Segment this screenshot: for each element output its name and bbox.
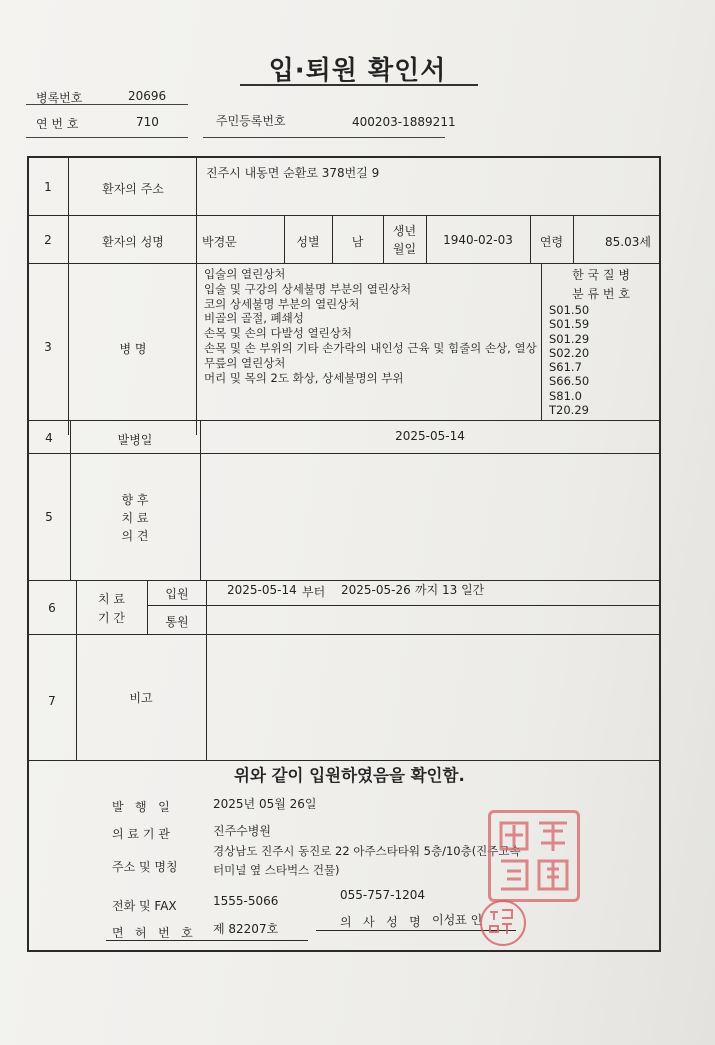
diagnosis-item: 입술의 열린상처	[204, 267, 286, 281]
doctor-name-value: 이성표 인	[432, 913, 483, 927]
row-number-2: 2	[44, 233, 52, 247]
row-number-1: 1	[44, 180, 52, 194]
license-number-value: 제 82207호	[213, 922, 279, 936]
kcd-code: S02.20	[549, 345, 590, 360]
future-treatment-label-2: 치 료	[121, 511, 149, 525]
diagnosis-item: 비골의 골절, 폐쇄성	[204, 311, 304, 326]
serial-number-label: 연 번 호	[36, 117, 79, 131]
document-title: 입·퇴원 확인서	[268, 56, 447, 86]
onset-date-label: 발병일	[117, 433, 153, 447]
rrn-label: 주민등록번호	[216, 114, 286, 128]
title-underline	[240, 84, 478, 86]
fax-number: 055-757-1204	[340, 888, 426, 902]
age-label: 연령	[539, 235, 564, 249]
remarks-label: 비고	[129, 691, 153, 705]
address-label: 환자의 주소	[102, 182, 164, 196]
diagnosis-item: 코의 상세불명 부분의 열린상처	[204, 296, 360, 311]
dob-label-bottom: 월일	[392, 242, 417, 256]
diagnosis-item: 무릎의 열린상처	[204, 355, 286, 370]
inpatient-from-date: 2025-05-14	[227, 583, 297, 597]
row-number-7: 7	[48, 694, 56, 708]
future-treatment-label-3: 의 견	[121, 529, 149, 543]
row-number-5: 5	[45, 510, 53, 524]
institution-address-line-2: 터미널 옆 스타벅스 건물)	[213, 863, 340, 877]
address-name-label: 주소 및 명칭	[112, 860, 178, 874]
rrn-underline	[203, 137, 445, 138]
treatment-period-label-2: 기 간	[98, 611, 125, 625]
inpatient-to-date: 2025-05-26	[341, 583, 411, 597]
institution-address-line-1: 경상남도 진주시 동진로 22 아주스타타워 5층/10층(진주고속	[213, 844, 521, 858]
kcd-code: S61.7	[549, 360, 582, 375]
hospital-seal-stamp	[488, 810, 580, 902]
patient-name-label: 환자의 성명	[102, 235, 164, 249]
patient-name-value: 박경문	[202, 235, 237, 249]
issue-date-value: 2025년 05월 26일	[213, 797, 317, 811]
inpatient-from-word: 부터	[302, 585, 326, 599]
diagnosis-item: 머리 및 목의 2도 화상, 상세불명의 부위	[204, 370, 404, 385]
license-number-label: 면 허 번 호	[112, 926, 193, 940]
kcd-code: S66.50	[549, 374, 590, 389]
phone-number: 1555-5066	[213, 894, 279, 908]
kcd-code: T20.29	[549, 403, 589, 418]
diagnosis-list	[204, 267, 540, 385]
serial-number-value: 710	[136, 115, 159, 129]
record-number-underline	[26, 104, 188, 105]
kcd-code-list	[549, 303, 589, 417]
sex-label: 성별	[296, 235, 320, 249]
outpatient-label: 통원	[165, 615, 189, 629]
kcd-code: S01.50	[549, 303, 590, 317]
future-treatment-label-1: 향 후	[121, 493, 149, 507]
row-number-3: 3	[44, 340, 52, 354]
address-value: 진주시 내동면 순환로 378번길 9	[206, 166, 380, 180]
diagnosis-item: 손목 및 손 부위의 기타 손가락의 내인성 근육 및 힘줄의 손상, 열상	[204, 340, 537, 355]
doctor-name-label: 의 사 성 명	[340, 915, 421, 929]
kcd-code: S01.59	[549, 317, 590, 332]
inpatient-label: 입원	[165, 587, 189, 601]
kcd-header-top: 한 국 질 병	[572, 268, 630, 282]
sex-value: 남	[351, 235, 364, 249]
diagnosis-label: 병 명	[119, 342, 147, 356]
dob-value: 1940-02-03	[443, 233, 513, 247]
phone-fax-label: 전화 및 FAX	[112, 899, 177, 913]
issue-date-label: 발 행 일	[112, 800, 170, 814]
institution-name: 진주수병원	[213, 824, 271, 838]
doctor-seal-stamp	[480, 900, 526, 946]
kcd-code: S01.29	[549, 331, 590, 346]
record-number-value: 20696	[128, 89, 167, 103]
rrn-value: 400203-1889211	[352, 115, 456, 129]
kcd-code: S81.0	[549, 388, 582, 403]
treatment-period-label-1: 치 료	[98, 592, 125, 606]
onset-date-value: 2025-05-14	[395, 429, 465, 443]
institution-label: 의 료 기 관	[112, 827, 170, 841]
kcd-header-bottom: 분 류 번 호	[572, 287, 630, 301]
diagnosis-item: 손목 및 손의 다발성 열린상처	[204, 326, 352, 341]
inpatient-to-word: 까지 13 일간	[415, 583, 485, 597]
dob-label-top: 생년	[392, 224, 417, 238]
record-number-label: 병록번호	[36, 91, 83, 105]
row-number-4: 4	[45, 431, 53, 445]
diagnosis-item: 입술 및 구강의 상세불명 부분의 열린상처	[204, 281, 412, 296]
row-number-6: 6	[48, 601, 56, 615]
serial-number-underline	[26, 137, 188, 138]
age-value: 85.03세	[605, 235, 651, 249]
confirmation-statement: 위와 같이 입원하였음을 확인함.	[234, 766, 465, 785]
